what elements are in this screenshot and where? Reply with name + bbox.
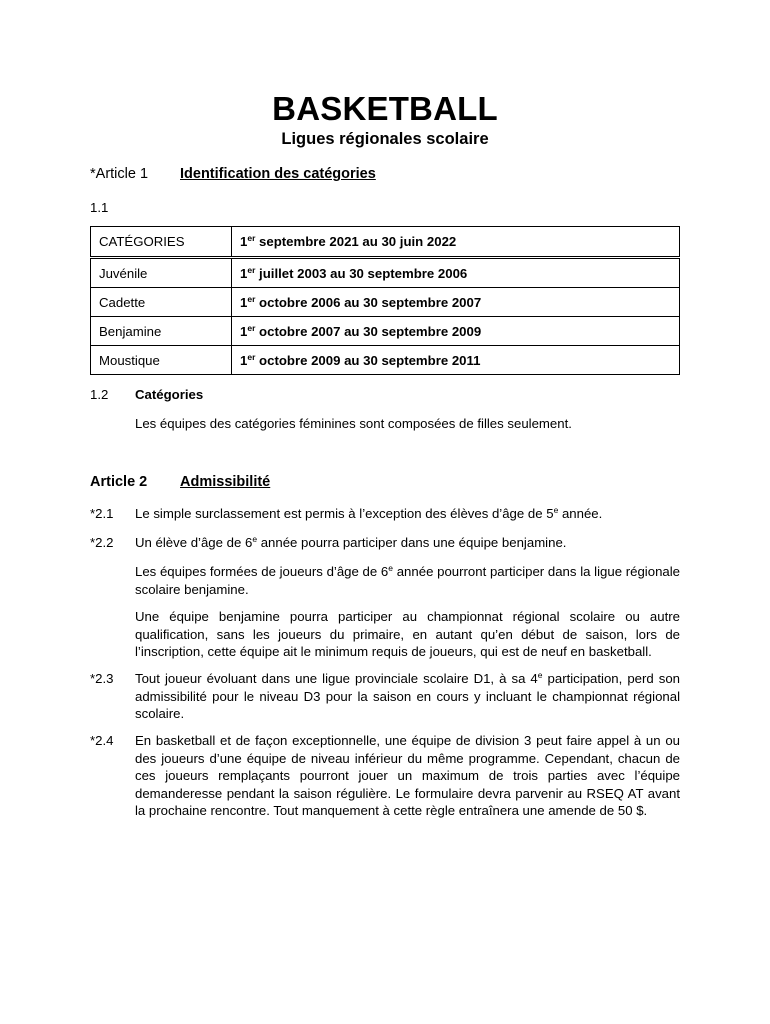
section-2-4-text: En basketball et de façon exceptionnelle, une équipe de division 3 peut faire appel à un ou des joueurs d’une équipe de niveau inférieur du même programme. Cependant, chacun de ces joueurs remplaçants pourront jouer un maximum de trois parties avec l’équipe demanderesse pendant la saison régulière. Le formulaire devra parvenir au RSEQ AT avant la prochaine rencontre. Tout manquement à cette règle entraînera une amende de 50 $.	[135, 733, 680, 818]
table-header-category: CATÉGORIES	[91, 227, 232, 258]
table-row	[91, 346, 680, 375]
category-dates: 1er octobre 2006 au 30 septembre 2007	[232, 288, 680, 317]
table-row	[91, 317, 680, 346]
category-label: Cadette	[91, 288, 232, 317]
article-2-title: Admissibilité	[180, 474, 271, 490]
section-2-1-number: *2.1	[90, 506, 114, 521]
section-1-2-number: 1.2	[90, 387, 109, 402]
section-2-3-number: *2.3	[90, 671, 114, 686]
document-subtitle: Ligues régionales scolaire	[281, 130, 489, 148]
document-title: BASKETBALL	[272, 90, 498, 127]
section-2-2-text: Un élève d’âge de 6e année pourra participer dans une équipe benjamine.	[135, 534, 567, 550]
section-2-2-paragraph-2: Les équipes formées de joueurs d’âge de 6e année pourront participer dans la ligue régionale scolaire benjamine.	[135, 563, 681, 597]
table-row	[91, 288, 680, 317]
table-header-row	[91, 227, 680, 258]
section-1-2-text: Les équipes des catégories féminines sont composées de filles seulement.	[135, 416, 572, 431]
category-dates: 1er juillet 2003 au 30 septembre 2006	[232, 258, 680, 288]
category-label: Benjamine	[91, 317, 232, 346]
table-header-period: 1er septembre 2021 au 30 juin 2022	[232, 227, 680, 258]
section-2-2-number: *2.2	[90, 535, 114, 550]
section-2-1-text: Le simple surclassement est permis à l’exception des élèves d’âge de 5e année.	[135, 505, 603, 521]
article-1-title: Identification des catégories	[180, 166, 376, 182]
category-dates: 1er octobre 2009 au 30 septembre 2011	[232, 346, 680, 375]
section-2-4-number: *2.4	[90, 733, 114, 748]
article-2-number: Article 2	[90, 474, 148, 490]
category-label: Moustique	[91, 346, 232, 375]
category-dates: 1er octobre 2007 au 30 septembre 2009	[232, 317, 680, 346]
category-label: Juvénile	[91, 258, 232, 288]
categories-table	[90, 226, 680, 375]
section-2-2-paragraph-3: Une équipe benjamine pourra participer au championnat régional scolaire ou autre qualification, sans les joueurs du primaire, en autant qu’en début de saison, lors de l’inscription, cette équipe ait le minimum requis de joueurs, qui est de neuf en basketball.	[135, 609, 680, 659]
article-1-number: *Article 1	[90, 166, 149, 182]
table-row	[91, 258, 680, 288]
section-1-2-heading: Catégories	[135, 387, 204, 402]
section-2-3-text: Tout joueur évoluant dans une ligue provinciale scolaire D1, à sa 4e participation, perd son admissibilité pour le niveau D3 pour la saison en cours y incluant le championnat régional scolaire.	[135, 670, 680, 721]
section-1-1-number: 1.1	[90, 200, 109, 215]
